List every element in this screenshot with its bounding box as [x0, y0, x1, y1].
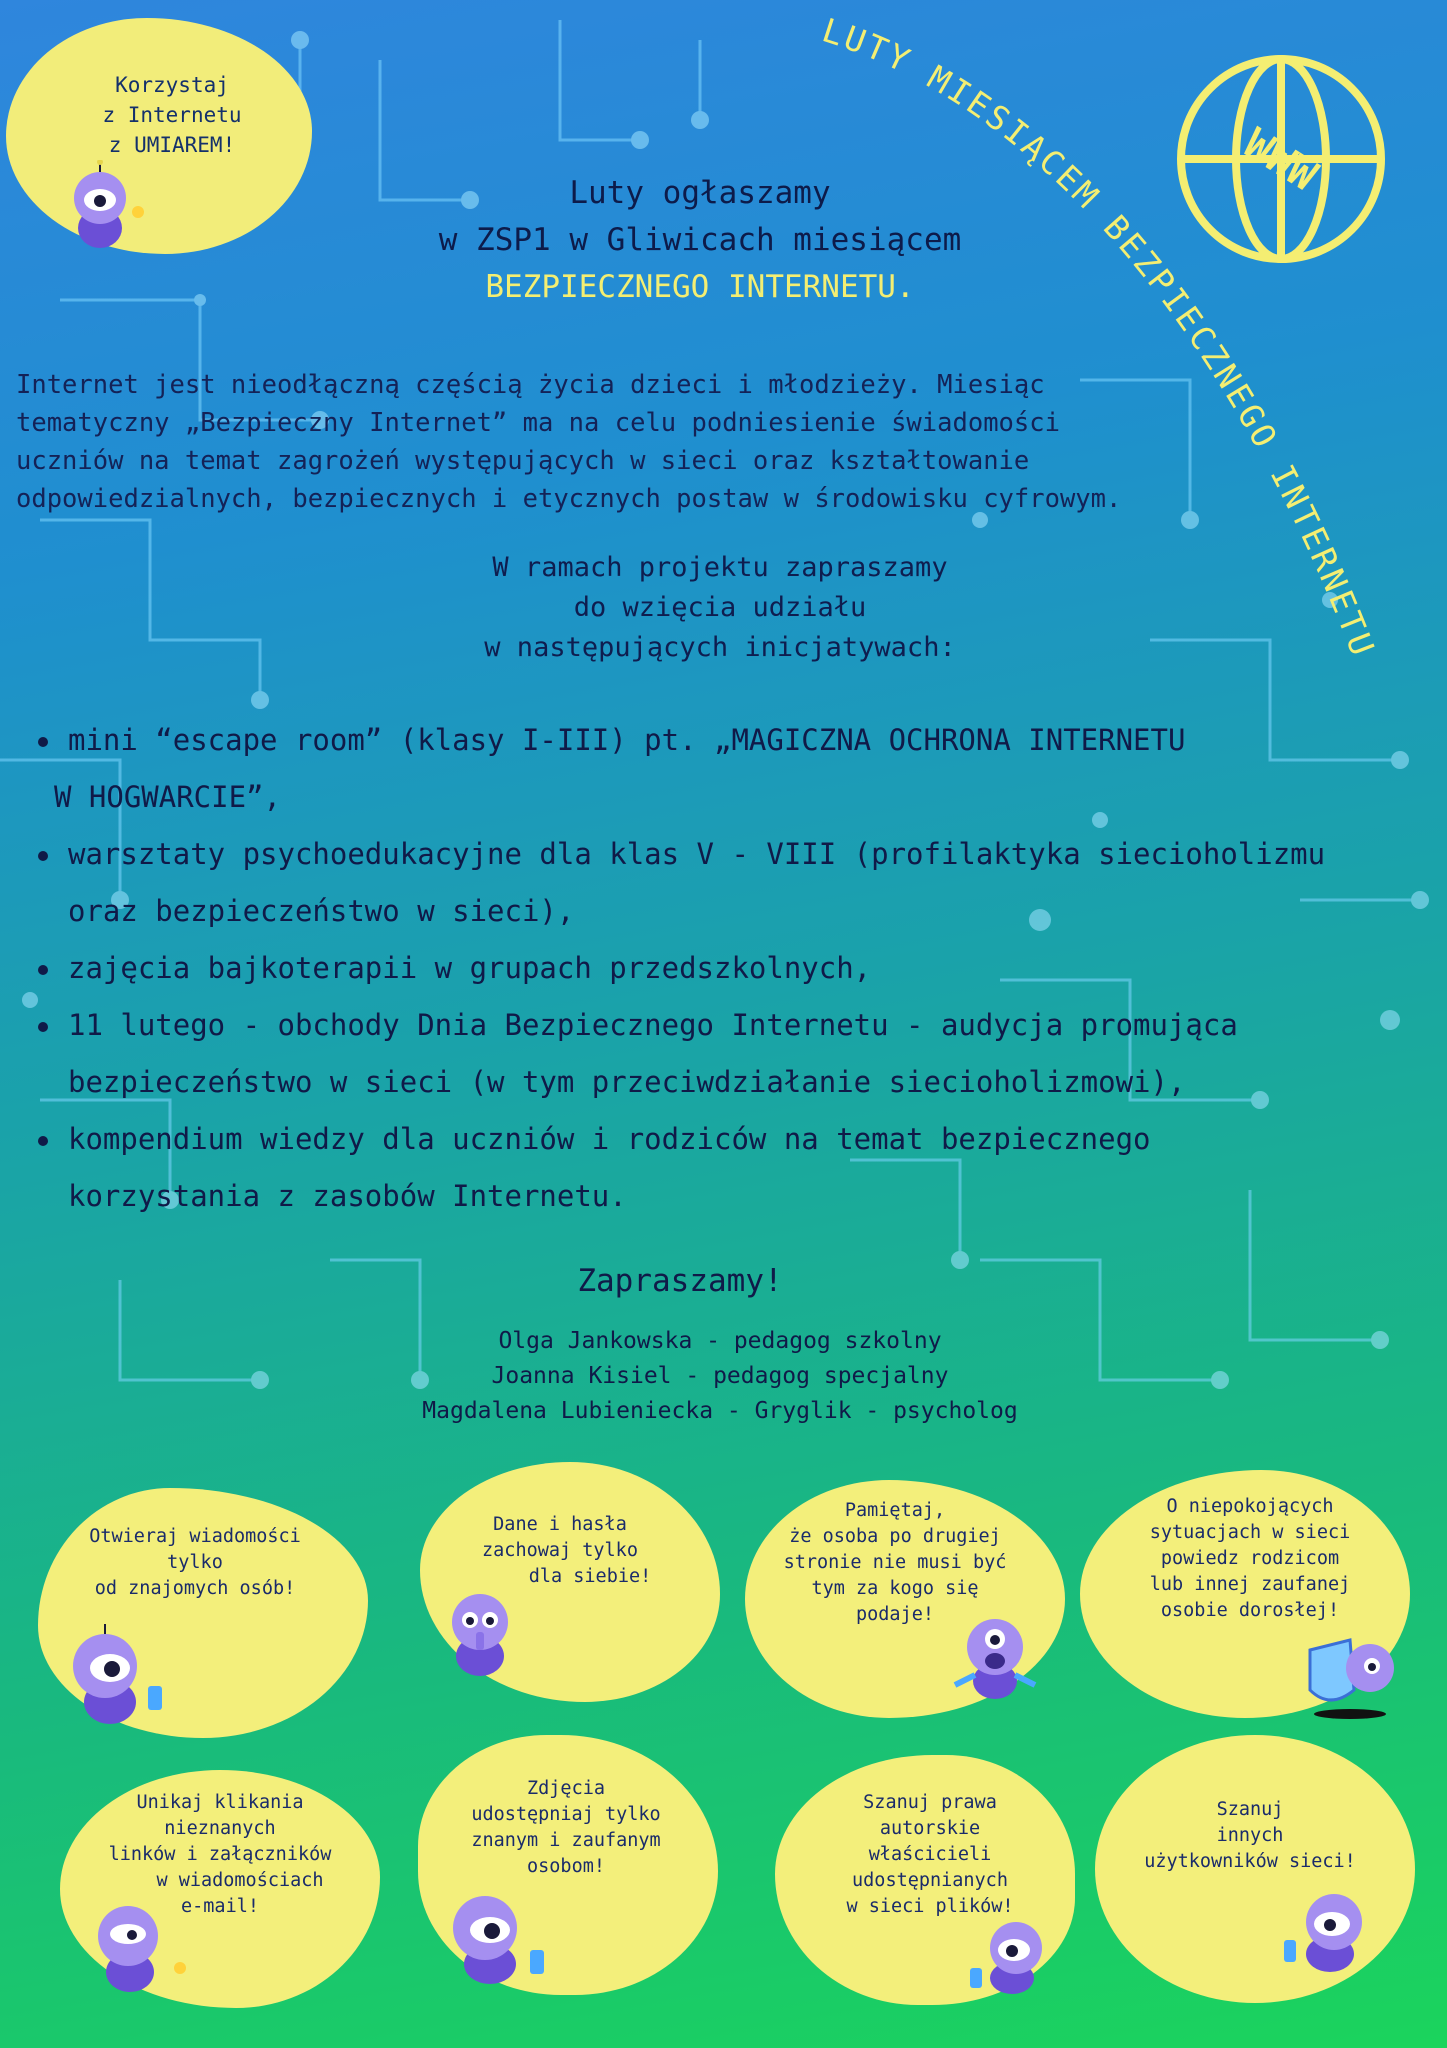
tip-line: e-mail! [181, 1896, 259, 1917]
tip-line: osobom! [527, 1856, 605, 1877]
page-heading [300, 170, 1100, 311]
initiative-line: warsztaty psychoedukacyjne dla klas V - VIII (profilaktyka siecioholizmu [68, 837, 1326, 871]
globe-label: WWW [1235, 118, 1326, 201]
heading-line: Luty ogłaszamy [569, 175, 831, 211]
tip-line: Szanuj prawa [863, 1792, 997, 1813]
tip-line: dla siebie! [528, 1566, 652, 1587]
initiative-line: zajęcia bajkoterapii w grupach przedszkolnych, [68, 951, 872, 985]
signature-line: Olga Jankowska - pedagog szkolny [498, 1328, 942, 1354]
tip-line: sytuacjach w sieci [1149, 1522, 1351, 1543]
initiative-item [32, 712, 1412, 826]
closing-invite: Zapraszamy! [577, 1263, 783, 1299]
tip-line: Zdjęcia [527, 1778, 605, 1799]
tip-line: osobie dorosłej! [1160, 1600, 1340, 1621]
tip-line: Pamiętaj, [844, 1500, 946, 1521]
heading-highlight: BEZPIECZNEGO INTERNETU. [485, 269, 915, 305]
signature-line: Magdalena Lubieniecka - Gryglik - psycholog [422, 1398, 1018, 1424]
mascot-phone-icon [950, 1910, 1060, 2000]
tip-line: nieznanych [164, 1818, 276, 1839]
tip-text [1120, 1494, 1380, 1624]
tip-line: znanym i zaufanym [471, 1830, 661, 1851]
mascot-phone-icon [50, 1620, 180, 1730]
mascot-stop-icon [80, 1890, 190, 2000]
tip-line: linków i załączników [108, 1844, 332, 1865]
corner-note-text [62, 70, 282, 160]
tip-line: w wiadomościach [156, 1870, 324, 1891]
initiative-item [32, 826, 1412, 940]
tip-line: Dane i hasła [493, 1514, 627, 1535]
heading-line: w ZSP1 w Gliwicach miesiącem [438, 222, 962, 258]
corner-note-line: Korzystaj [115, 73, 229, 97]
initiative-line: 11 lutego - obchody Dnia Bezpiecznego Internetu - audycja promująca [68, 1008, 1238, 1042]
tip-line: tylko [167, 1552, 223, 1573]
initiative-line: bezpieczeństwo w sieci (w tym przeciwdziałanie siecioholizmowi), [68, 1065, 1186, 1099]
tip-line: że osoba po drugiej [789, 1526, 1001, 1547]
arc-title-text: LUTY MIESIĄCEM BEZPIECZNEGO INTERNETU [817, 10, 1383, 664]
globe-www-icon [1170, 48, 1392, 270]
tip-line: lub innej zaufanej [1149, 1574, 1351, 1595]
invite-line: W ramach projektu zapraszamy [492, 552, 948, 583]
initiative-line: korzystania z zasobów Internetu. [68, 1179, 627, 1213]
mascot-phone-icon [1270, 1880, 1380, 1980]
tip-line: podaje! [856, 1604, 934, 1625]
mascot-shield-icon [1290, 1620, 1410, 1720]
tip-line: użytkowników sieci! [1144, 1851, 1356, 1872]
initiative-item [32, 940, 1412, 997]
tip-line: stronie nie musi być [783, 1552, 1007, 1573]
intro-line: tematyczny „Bezpieczny Internet” ma na celu podniesienie świadomości [16, 408, 1060, 438]
intro-line: uczniów na temat zagrożeń występujących w sieci oraz kształtowanie [16, 446, 1030, 476]
tip-line: właścicieli [868, 1844, 992, 1865]
tip-text [810, 1790, 1050, 1920]
invite-line: do wzięcia udziału [573, 592, 867, 623]
corner-note-line: z UMIAREM! [108, 133, 236, 157]
tip-line: udostępnianych [852, 1870, 1008, 1891]
tip-line: od znajomych osób! [94, 1578, 296, 1599]
tip-text [1110, 1797, 1390, 1875]
tip-line: w sieci plików! [846, 1896, 1014, 1917]
intro-line: Internet jest nieodłączną częścią życia dzieci i młodzieży. Miesiąc [16, 370, 1045, 400]
mascot-secret-icon [430, 1580, 530, 1680]
tip-line: Szanuj [1216, 1799, 1284, 1820]
tip-line: autorskie [879, 1818, 981, 1839]
invite-line: w następujących inicjatywach: [484, 632, 956, 663]
tip-line: powiedz rodzicom [1160, 1548, 1340, 1569]
signatures [290, 1324, 1150, 1429]
tip-text [446, 1776, 686, 1880]
initiatives-list [32, 712, 1412, 1225]
tip-line: Otwieraj wiadomości [89, 1526, 301, 1547]
intro-line: odpowiedzialnych, bezpiecznych i etycznych postaw w środowisku cyfrowym. [16, 484, 1122, 514]
tip-line: O niepokojących [1166, 1496, 1334, 1517]
tip-line: Unikaj klikania [136, 1792, 304, 1813]
tip-text [60, 1524, 330, 1602]
intro-paragraph [16, 366, 1246, 518]
tip-line: tym za kogo się [811, 1578, 979, 1599]
tip-line: udostępniaj tylko [471, 1804, 661, 1825]
initiative-item [32, 1111, 1412, 1225]
initiative-line: W HOGWARCIE”, [54, 780, 281, 814]
mascot-surprised-icon [945, 1605, 1045, 1705]
invite-block [370, 548, 1070, 668]
initiative-item [32, 997, 1412, 1111]
initiative-line: oraz bezpieczeństwo w sieci), [68, 894, 575, 928]
initiative-line: kompendium wiedzy dla uczniów i rodziców na temat bezpiecznego [68, 1122, 1151, 1156]
signature-line: Joanna Kisiel - pedagog specjalny [491, 1363, 949, 1389]
mascot-thinking-icon [60, 160, 150, 256]
initiative-line: mini “escape room” (klasy I-III) pt. „MAGICZNA OCHRONA INTERNETU [68, 723, 1186, 757]
mascot-phone-icon [430, 1880, 570, 1990]
tip-text [440, 1512, 680, 1590]
tip-line: innych [1216, 1825, 1284, 1846]
corner-note-line: z Internetu [102, 103, 242, 127]
tip-line: zachowaj tylko [482, 1540, 638, 1561]
